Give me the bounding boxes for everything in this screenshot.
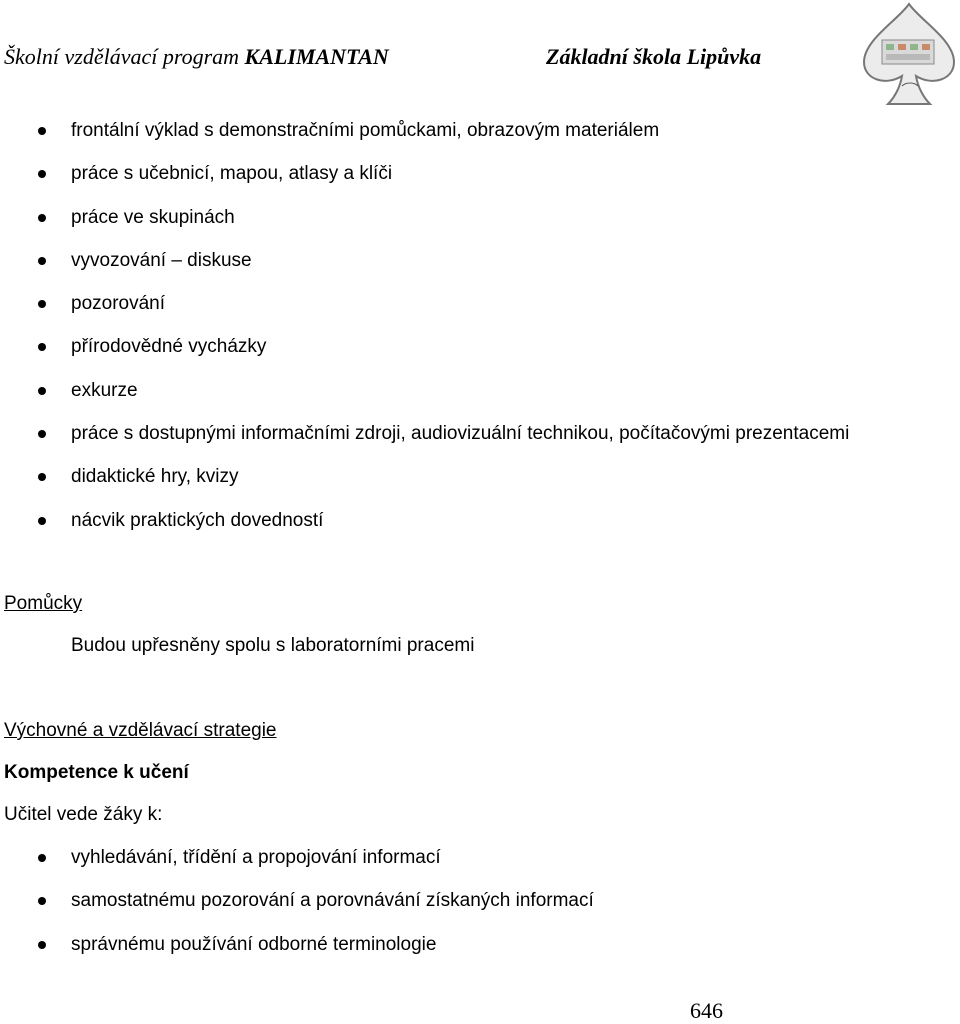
bullet-icon bbox=[38, 214, 46, 222]
bullet-icon bbox=[38, 941, 46, 949]
strategies-intro: Učitel vede žáky k: bbox=[4, 804, 163, 825]
competence-heading: Kompetence k učení bbox=[4, 762, 189, 783]
bullet-icon bbox=[38, 300, 46, 308]
school-name: Základní škola Lipůvka bbox=[546, 44, 762, 69]
page-number: 646 bbox=[690, 998, 723, 1023]
bullet-icon bbox=[38, 257, 46, 265]
aids-text: Budou upřesněny spolu s laboratorními pracemi bbox=[71, 635, 475, 656]
program-name: KALIMANTAN bbox=[244, 44, 389, 69]
bullet-icon bbox=[38, 343, 46, 351]
bullet-icon bbox=[38, 854, 46, 862]
bullet-icon bbox=[38, 127, 46, 135]
program-prefix: Školní vzdělávací program bbox=[4, 44, 245, 69]
bullet-icon bbox=[38, 897, 46, 905]
school-spade-logo-icon bbox=[858, 0, 960, 108]
strategies-heading: Výchovné a vzdělávací strategie bbox=[4, 720, 277, 741]
program-title bbox=[4, 44, 389, 70]
aids-heading: Pomůcky bbox=[4, 593, 83, 614]
bullet-icon bbox=[38, 170, 46, 178]
bullet-icon bbox=[38, 473, 46, 481]
bullet-icon bbox=[38, 387, 46, 395]
bullet-icon bbox=[38, 517, 46, 525]
bullet-icon bbox=[38, 430, 46, 438]
